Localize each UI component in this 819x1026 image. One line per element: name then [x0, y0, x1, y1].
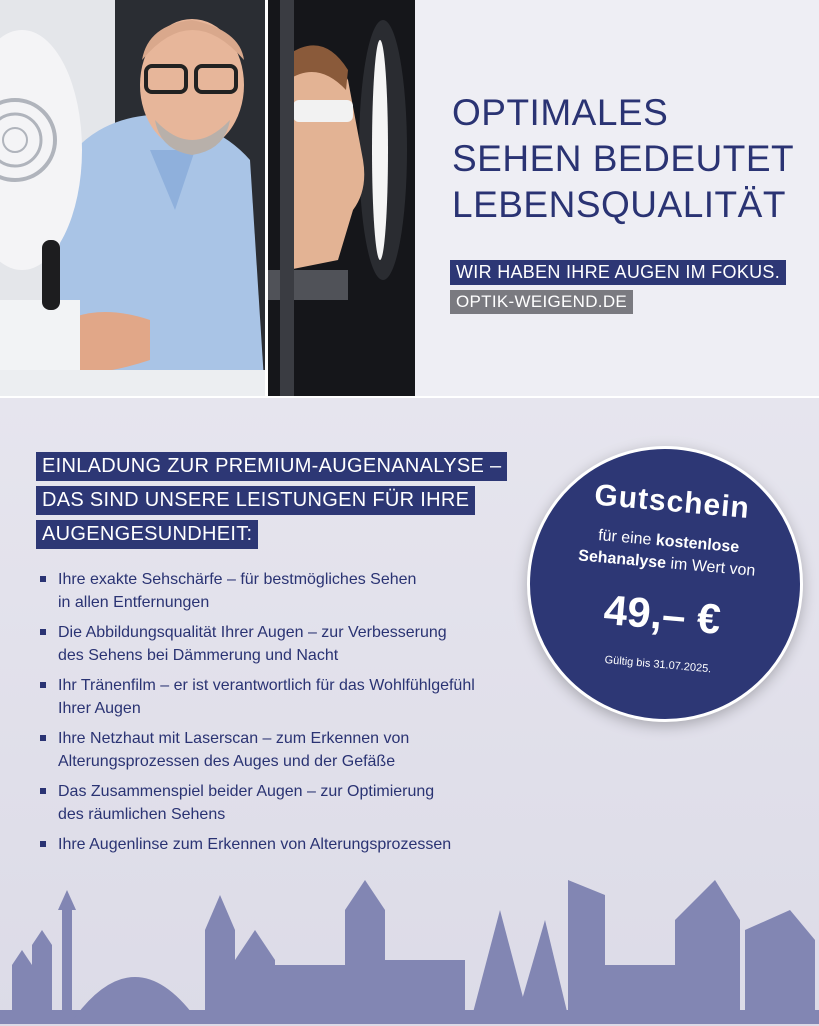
list-item: Ihr Tränenfilm – er ist verantwortlich für das Wohlfühlgefühl Ihrer Augen: [40, 674, 540, 720]
invitation-line-2: DAS SIND UNSERE LEISTUNGEN FÜR IHRE: [36, 486, 475, 515]
eye-exam-photo-icon: [268, 0, 415, 396]
headline-line-2: SEHEN BEDEUTET: [452, 138, 795, 179]
tagline-badge: WIR HABEN IHRE AUGEN IM FOKUS.: [450, 260, 786, 285]
voucher-text: für eine kostenlose Sehanalyse im Wert von: [577, 527, 756, 580]
list-item: Ihre Netzhaut mit Laserscan – zum Erkennen von Alterungsprozessen des Auges und der Gefäße: [40, 727, 540, 773]
headline-line-3: LEBENSQUALITÄT: [452, 184, 786, 225]
voucher-title: Gutschein: [593, 478, 752, 526]
optician-photo: [0, 0, 265, 396]
headline-line-1: OPTIMALES: [452, 92, 669, 133]
voucher-validity: Gültig bis 31.07.2025.: [604, 654, 712, 676]
eye-exam-photo: [268, 0, 415, 396]
list-item: Ihre exakte Sehschärfe – für bestmögliches Sehen in allen Entfernungen: [40, 568, 540, 614]
services-list: [40, 568, 540, 863]
invitation-heading: [36, 452, 536, 554]
hero-section: [0, 0, 819, 396]
invitation-line-1: EINLADUNG ZUR PREMIUM-AUGENANALYSE –: [36, 452, 507, 481]
list-item: Ihre Augenlinse zum Erkennen von Alterungsprozessen: [40, 833, 540, 856]
voucher-price: 49,– €: [602, 585, 723, 643]
website-link[interactable]: OPTIK-WEIGEND.DE: [450, 290, 633, 314]
list-item: Das Zusammenspiel beider Augen – zur Optimierung des räumlichen Sehens: [40, 780, 540, 826]
headline: [452, 90, 794, 228]
leipzig-skyline-icon: [0, 870, 819, 1024]
invitation-line-3: AUGENGESUNDHEIT:: [36, 520, 258, 549]
optician-man-photo-icon: [0, 0, 265, 396]
list-item: Die Abbildungsqualität Ihrer Augen – zur Verbesserung des Sehens bei Dämmerung und Nacht: [40, 621, 540, 667]
